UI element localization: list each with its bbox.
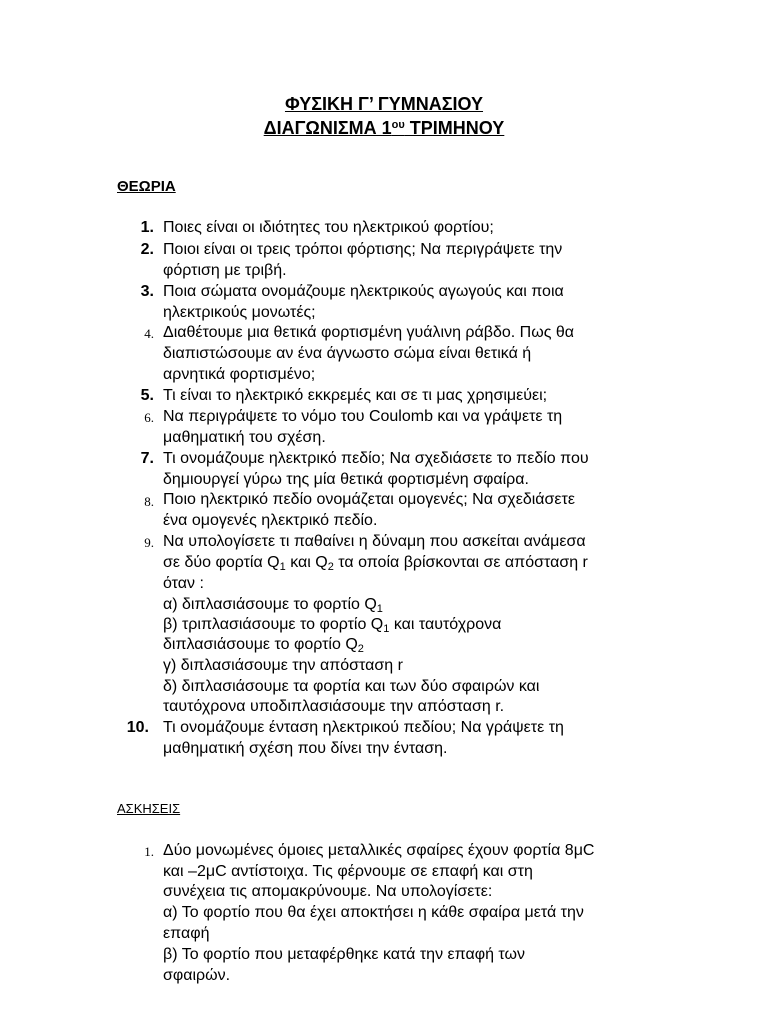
question-text: Διαθέτουμε μια θετικά φορτισμένη γυάλινη ράβδο. Πως θα: [163, 324, 575, 341]
text-part: σε δύο φορτία Q: [163, 554, 280, 571]
subscript: 1: [279, 561, 286, 573]
exercise-text: και –2μC αντίστοιχα. Τις φέρνουμε σε επαφή και στη: [163, 863, 533, 880]
option-d-continued: ταυτόχρονα υποδιπλασιάσουμε την απόσταση r.: [163, 698, 505, 715]
question-text: Να περιγράψετε το νόμο του Coulomb και να γράψετε τη: [163, 408, 563, 425]
question-text: Ποια σώματα ονομάζουμε ηλεκτρικούς αγωγούς και ποια: [163, 283, 564, 300]
option-d: δ) διπλασιάσουμε τα φορτία και των δύο σφαιρών και: [163, 678, 540, 695]
text-part: τα οποία βρίσκονται σε απόσταση r: [333, 554, 588, 571]
question-text: μαθηματική σχέση που δίνει την ένταση.: [163, 740, 448, 757]
subscript: 1: [376, 603, 383, 615]
question-text: Τι ονομάζουμε ηλεκτρικό πεδίο; Να σχεδιάσετε το πεδίο που: [163, 450, 589, 467]
subscript: 2: [357, 643, 364, 655]
question-text: ηλεκτρικούς μονωτές;: [163, 304, 316, 321]
question-number: 7.: [140, 450, 154, 467]
option-b: [163, 615, 501, 635]
subtitle-text: ΔΙΑΓΩΝΙΣΜΑ 1: [263, 118, 392, 138]
exercise-text: επαφή: [163, 925, 210, 942]
question-number: 8.: [144, 494, 154, 509]
question-text: μαθηματική του σχέση.: [163, 429, 326, 446]
option-c: γ) διπλασιάσουμε την απόσταση r: [163, 657, 403, 674]
question-number: 6.: [144, 410, 154, 425]
question-text: διαπιστώσουμε αν ένα άγνωστο σώμα είναι θετικά ή: [163, 345, 532, 362]
text-part: διπλασιάσουμε το φορτίο Q: [163, 636, 358, 653]
exercise-text: β) Το φορτίο που μεταφέρθηκε κατά την επαφή των: [163, 946, 526, 963]
subscript: 1: [383, 623, 390, 635]
question-text: Να υπολογίσετε τι παθαίνει η δύναμη που ασκείται ανάμεσα: [163, 533, 586, 550]
question-text: Ποιοι είναι οι τρεις τρόποι φόρτισης; Να περιγράψετε την: [163, 241, 563, 258]
text-part: και ταυτόχρονα: [389, 616, 502, 633]
question-text: δημιουργεί γύρω της μία θετικά φορτισμένη σφαίρα.: [163, 471, 529, 488]
text-part: και Q: [285, 554, 328, 571]
exercise-text: σφαιρών.: [163, 967, 231, 984]
question-text: Τι ονομάζουμε ένταση ηλεκτρικού πεδίου; Να γράψετε τη: [163, 719, 564, 736]
question-number: 4.: [144, 326, 154, 341]
exercise-text: Δύο μονωμένες όμοιες μεταλλικές σφαίρες έχουν φορτία 8μC: [163, 842, 595, 859]
text-part: α) διπλασιάσουμε το φορτίο Q: [163, 596, 377, 613]
question-text: Ποιες είναι οι ιδιότητες του ηλεκτρικού φορτίου;: [163, 219, 494, 236]
question-text: Ποιο ηλεκτρικό πεδίο ονομάζεται ομογενές; Να σχεδιάσετε: [163, 491, 575, 508]
question-text: ένα ομογενές ηλεκτρικό πεδίο.: [163, 512, 378, 529]
question-number: 1.: [140, 219, 154, 236]
document-title: ΦΥΣΙΚΗ Γ’ ΓΥΜΝΑΣΙΟΥ: [284, 94, 484, 114]
question-text: φόρτιση με τριβή.: [163, 262, 287, 279]
document-subtitle: [0, 117, 768, 139]
question-text: Τι είναι το ηλεκτρικό εκκρεμές και σε τι μας χρησιμεύει;: [163, 387, 548, 404]
option-a: [163, 595, 383, 615]
question-number: 5.: [140, 387, 154, 404]
exercise-text: συνέχεια τις απομακρύνουμε. Να υπολογίσετε:: [163, 883, 493, 900]
theory-heading: ΘΕΩΡΙΑ: [117, 178, 176, 195]
question-text: όταν :: [163, 575, 204, 592]
question-text: αρνητικά φορτισμένο;: [163, 366, 316, 383]
text-part: β) τριπλασιάσουμε το φορτίο Q: [163, 616, 384, 633]
exercise-text: α) Το φορτίο που θα έχει αποκτήσει η κάθε σφαίρα μετά την: [163, 904, 584, 921]
subtitle-superscript: ου: [391, 119, 405, 131]
question-number: 9.: [144, 535, 154, 550]
exercises-heading: ΑΣΚΗΣΕΙΣ: [117, 801, 181, 816]
question-text: [163, 553, 588, 573]
question-number: 2.: [140, 241, 154, 258]
subtitle-text-end: ΤΡΙΜΗΝΟΥ: [404, 118, 505, 138]
question-number: 10.: [126, 719, 149, 736]
option-b-continued: [163, 635, 364, 655]
subscript: 2: [327, 561, 334, 573]
exercise-number: 1.: [144, 844, 154, 859]
question-number: 3.: [140, 283, 154, 300]
